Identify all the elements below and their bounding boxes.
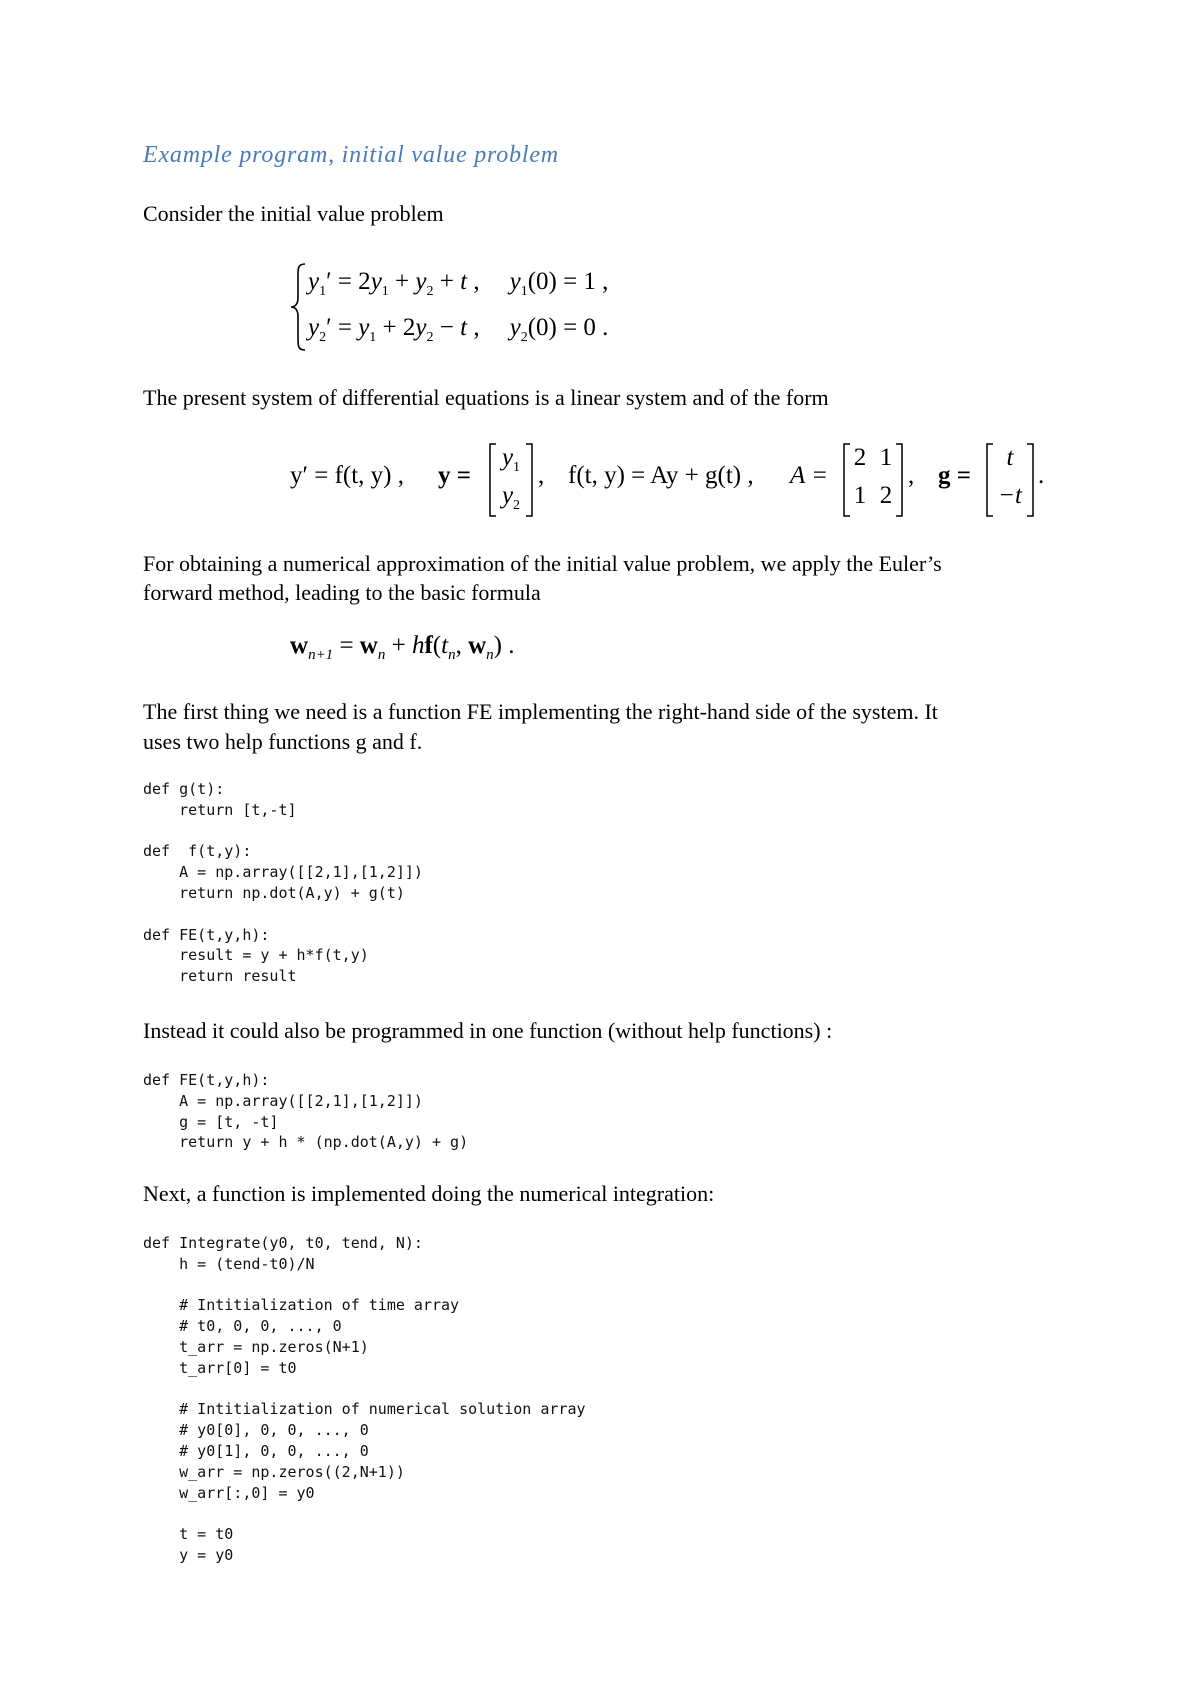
A-cell-21: 1 bbox=[853, 482, 867, 509]
y-vector-entry-2: $y_2$ bbox=[501, 482, 521, 513]
paragraph-linear-system: The present system of differential equations is a linear system and of the form bbox=[143, 385, 829, 410]
paragraph-function-FE-line-2: uses two help functions g and f. bbox=[143, 729, 423, 754]
paragraph-function-FE-line-1: The first thing we need is a function FE implementing the right-hand side of the system. It bbox=[143, 699, 938, 724]
g-label: g = bbox=[938, 462, 971, 489]
y-vector-entry-1: $y_1$ bbox=[501, 444, 521, 475]
code-block-FE-single: def FE(t,y,h): A = np.array([[2,1],[1,2]]) g = [t, -t] return y + h * (np.dot(A,y) + g) bbox=[143, 1071, 469, 1152]
ivp-line-2: $y_2' = y_1 + 2y_2 - t$ , $y_2(0) = 0$ . bbox=[308, 314, 609, 345]
paragraph-single-function: Instead it could also be programmed in one function (without help functions) : bbox=[143, 1018, 833, 1043]
A-cell-12: 1 bbox=[879, 444, 893, 471]
A-cell-11: 2 bbox=[853, 444, 867, 471]
y-vector-matrix bbox=[488, 442, 534, 518]
comma-separator: , bbox=[538, 462, 545, 489]
paragraph-integration: Next, a function is implemented doing the numerical integration: bbox=[143, 1181, 715, 1206]
code-block-helper-functions: def g(t): return [t,-t] def f(t,y): A = np.array([[2,1],[1,2]]) return np.dot(A,y) + g(t) def FE(t,y,h): result = y + h*f(t,y) return result bbox=[143, 780, 423, 986]
g-vector-matrix bbox=[985, 442, 1035, 518]
ode-vector-form: y′ = f(t, y) , bbox=[290, 462, 404, 489]
paragraph-euler-line-1: For obtaining a numerical approximation of the initial value problem, we apply the Euler’s bbox=[143, 551, 942, 576]
euler-formula: $w_{n+1} = w_n + hf(t_n$, $w_n$) . bbox=[290, 632, 515, 663]
A-label: A = bbox=[790, 462, 828, 489]
ivp-line-1: $y_1' = 2y_1 + y_2 + t$ , $y_1(0) = 1$ , bbox=[308, 268, 609, 299]
g-vector-entry-1: t bbox=[1006, 444, 1014, 471]
paragraph-intro: Consider the initial value problem bbox=[143, 201, 444, 226]
system-form-equation bbox=[290, 440, 1050, 520]
A-cell-22: 2 bbox=[879, 482, 893, 509]
f-definition: f(t, y) = Ay + g(t) , bbox=[568, 462, 754, 489]
g-vector-entry-2: −t bbox=[998, 482, 1022, 509]
code-block-integrate: def Integrate(y0, t0, tend, N): h = (tend-t0)/N # Intitialization of time array # t0, 0, 0, ..., 0 t_arr = np.zeros(N+1) t_arr[0] = t0 # Intitialization of numerical solution array # y0[0], 0, 0, ..., 0 # y0[1], 0, 0, ..., 0 w_arr = np.zeros((2,N+1)) w_arr[:,0] = y0 t = t0 y = y0 bbox=[143, 1234, 586, 1564]
A-matrix bbox=[842, 442, 904, 518]
ivp-equation-system bbox=[290, 262, 650, 362]
section-heading: Example program, initial value problem bbox=[143, 142, 559, 168]
comma-separator: , bbox=[908, 462, 915, 489]
period: . bbox=[1038, 462, 1045, 489]
y-vector-label: y = bbox=[438, 462, 471, 489]
paragraph-euler-line-2: forward method, leading to the basic formula bbox=[143, 580, 541, 605]
curly-brace-icon bbox=[290, 262, 308, 352]
